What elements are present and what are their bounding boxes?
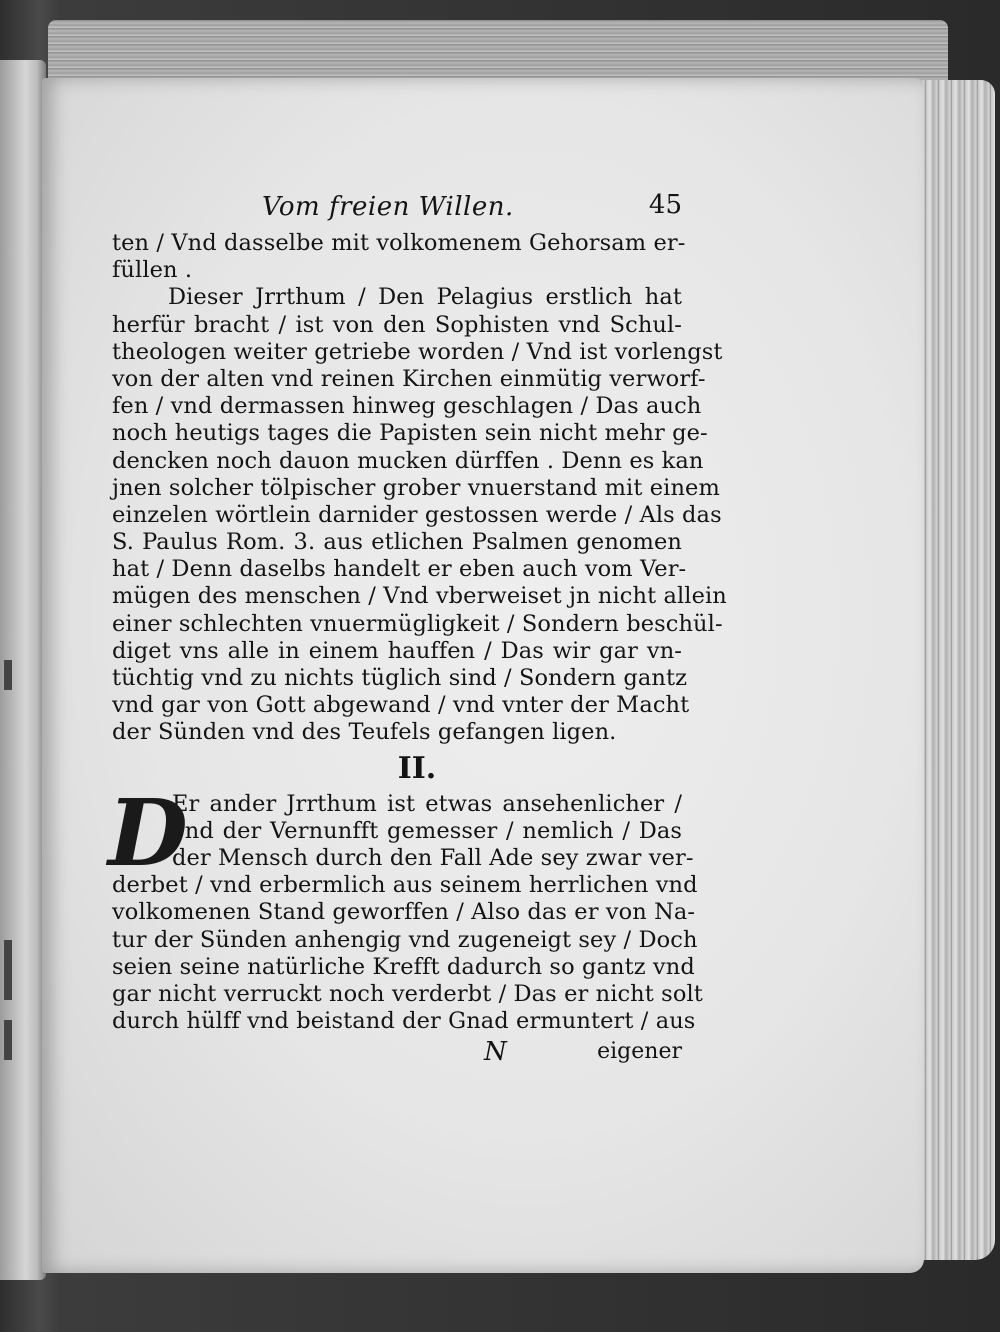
text-line: hat / Denn daselbs handelt er eben auch vom Ver- — [112, 556, 687, 583]
signature-mark: N — [484, 1037, 507, 1068]
text-line: Dieser Jrrthum / Den Pelagius erstlich hat — [168, 284, 682, 311]
paragraph-continued — [112, 230, 686, 284]
facing-page-edge — [0, 60, 46, 1280]
text-line: einer schlechten vnuermügligkeit / Sondern beschül- — [112, 610, 723, 637]
text-line: einzelen wörtlein darnider gestossen werde / Als das — [112, 501, 722, 528]
text-line: S. Paulus Rom. 3. aus etlichen Psalmen genomen — [112, 529, 682, 556]
print-bleed-mark — [4, 1020, 12, 1060]
text-line: tüchtig vnd zu nichts tüglich sind / Sondern gantz — [112, 665, 688, 691]
text-line: mügen des menschen / Vnd vberweiset jn nicht allein — [112, 583, 727, 610]
text-line: durch hülff vnd beistand der Gnad ermuntert / aus — [112, 1008, 696, 1035]
text-line: diget vns alle in einem hauffen / Das wir gar vn- — [112, 637, 682, 664]
text-line: theologen weiter getriebe worden / Vnd ist vorlengst — [112, 338, 723, 365]
running-title: Vom freien Willen. — [262, 192, 514, 222]
text-line: füllen . — [112, 257, 193, 284]
text-line: herfür bracht / ist von den Sophisten vnd Schul- — [112, 311, 682, 338]
running-head — [112, 190, 682, 230]
page-footer — [112, 1037, 682, 1071]
text-line: volkomenen Stand geworffen / Also das er von Na- — [112, 899, 696, 926]
paragraph-second-error — [108, 778, 703, 1036]
decorated-initial: D — [108, 778, 188, 887]
text-line: von der alten vnd reinen Kirchen einmütig verworf- — [112, 365, 706, 392]
text-line: jnen solcher tölpischer grober vnuerstand mit einem — [112, 474, 720, 501]
text-line: fen / vnd dermassen hinweg geschlagen / Das auch — [112, 393, 702, 420]
text-line: der Sünden vnd des Teufels gefangen ligen. — [112, 719, 617, 746]
text-line: ten / Vnd dasselbe mit volkomenem Gehorsam er- — [112, 230, 686, 256]
text-line: vnd gar von Gott abgewand / vnd vnter der Macht — [112, 692, 690, 719]
page-number: 45 — [648, 190, 682, 220]
text-line: gar nicht verruckt noch verderbt / Das er nicht solt — [112, 980, 703, 1007]
text-line: dencken noch dauon mucken dürffen . Denn es kan — [112, 447, 704, 474]
text-line: derbet / vnd erbermlich aus seinem herrlichen vnd — [112, 872, 698, 899]
paragraph-pelagius — [112, 284, 727, 746]
section-heading: II. — [397, 750, 437, 786]
text-line: der Mensch durch den Fall Ade sey zwar ver- — [172, 844, 694, 871]
text-line: noch heutigs tages die Papisten sein nicht mehr ge- — [112, 420, 708, 447]
print-bleed-mark — [4, 940, 12, 1000]
text-block — [108, 190, 727, 1071]
text-line: seien seine natürliche Krefft dadurch so gantz vnd — [112, 953, 695, 980]
text-line: tur der Sünden anhengig vnd zugeneigt sey / Doch — [112, 926, 698, 953]
text-line: vnd der Vernunfft gemesser / nemlich / Das — [172, 817, 682, 844]
catchword: eigener — [597, 1039, 682, 1065]
print-bleed-mark — [4, 660, 12, 690]
text-line: Er ander Jrrthum ist etwas ansehenlicher / — [172, 790, 682, 817]
